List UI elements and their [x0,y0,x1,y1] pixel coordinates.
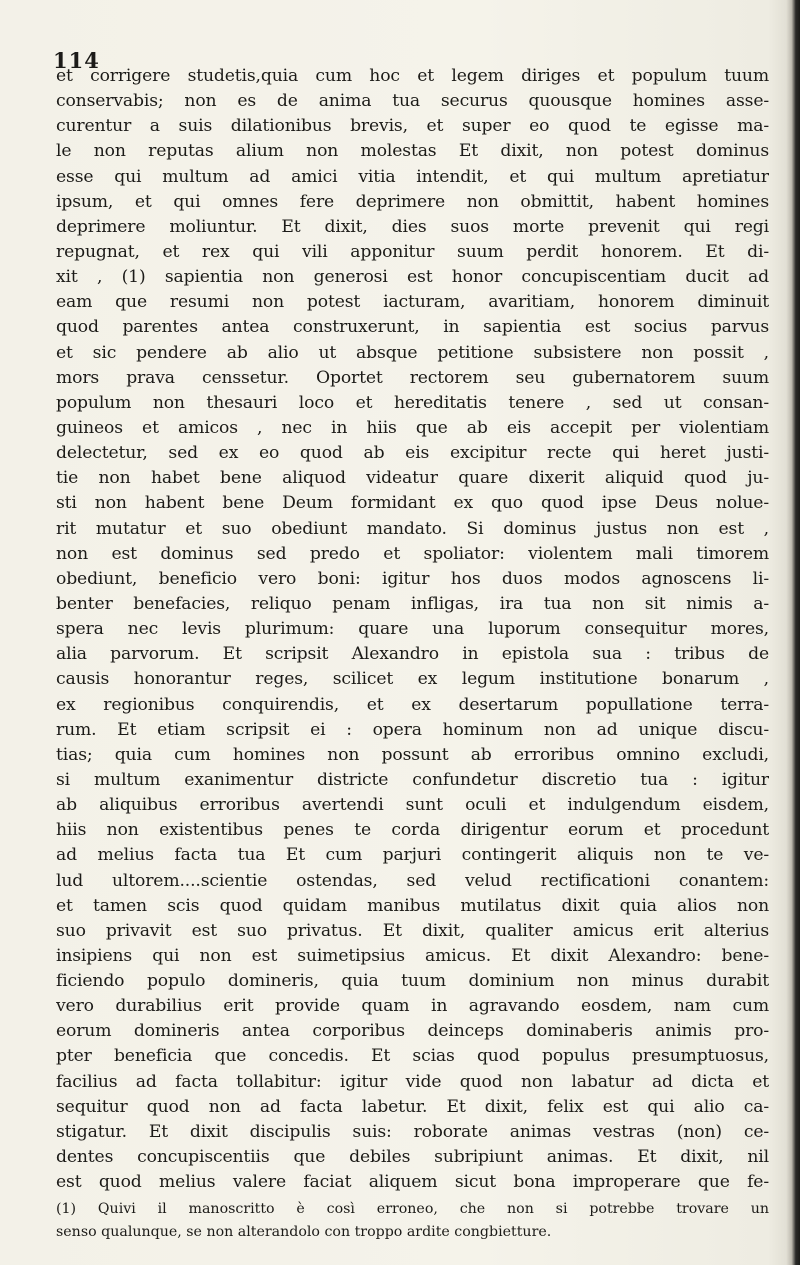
text-line: sequitur quod non ad facta labetur. Et dixit, felix est qui alio ca- [56,1096,769,1117]
text-line: causis honorantur reges, scilicet ex legum institutione bonarum , [56,669,769,690]
text-line: et sic pendere ab alio ut absque petitione subsistere non possit , [56,342,769,363]
text-line: pter beneficia que concedis. Et scias quod populus presumptuosus, [56,1046,769,1067]
text-line: spera nec levis plurimum: quare una luporum consequitur mores, [56,619,769,640]
text-line: delectetur, sed ex eo quod ab eis excipitur recte qui heret justi- [56,443,769,464]
text-line: ex regionibus conquirendis, et ex desertarum popullatione terra- [56,694,769,715]
footnote-line: senso qualunque, se non alterandolo con troppo ardite congbietture. [56,1224,552,1240]
text-line: lud ultorem....scientie ostendas, sed velud rectificationi conantem: [56,870,769,891]
text-line: eam que resumi non potest iacturam, avaritiam, honorem diminuit [56,292,769,313]
text-line: est quod melius valere faciat aliquem sicut bona improperare que fe- [56,1172,769,1193]
text-line: stigatur. Et dixit discipulis suis: roborate animas vestras (non) ce- [56,1121,769,1142]
text-line: rit mutatur et suo obediunt mandato. Si dominus justus non est , [56,518,769,539]
text-line: alia parvorum. Et scripsit Alexandro in epistola sua : tribus de [56,644,769,665]
text-line: curentur a suis dilationibus brevis, et super eo quod te egisse ma- [56,116,769,137]
text-line: benter benefacies, reliquo penam infligas, ira tua non sit nimis a- [56,593,769,614]
text-line: et tamen scis quod quidam manibus mutilatus dixit quia alios non [56,895,769,916]
page-edge-shadow [786,0,800,1265]
text-line: xit , (1) sapientia non generosi est honor concupiscentiam ducit ad [56,267,769,288]
footnote [56,1198,769,1244]
text-line: insipiens qui non est suimetipsius amicus. Et dixit Alexandro: bene- [56,945,769,966]
text-line: rum. Et etiam scripsit ei : opera hominum non ad unique discu- [56,719,769,740]
text-line: mors prava censsetur. Oportet rectorem seu gubernatorem suum [56,367,769,388]
text-line: populum non thesauri loco et hereditatis tenere , sed ut consan- [56,392,769,413]
text-line: suo privavit est suo privatus. Et dixit, qualiter amicus erit alterius [56,920,769,941]
text-line: guineos et amicos , nec in hiis que ab eis accepit per violentiam [56,417,769,438]
text-line: conservabis; non es de anima tua securus quousque homines asse- [56,91,769,112]
text-line: repugnat, et rex qui vili apponitur suum perdit honorem. Et di- [56,241,769,262]
text-line: dentes concupiscentiis que debiles subripiunt animas. Et dixit, nil [56,1147,769,1168]
footnote-line: (1) Quivi il manoscritto è così erroneo, che non si potrebbe trovare un [56,1201,769,1217]
text-line: deprimere moliuntur. Et dixit, dies suos morte prevenit qui regi [56,216,769,237]
text-line: vero durabilius erit provide quam in agravando eosdem, nam cum [56,996,769,1017]
text-line: ipsum, et qui omnes fere deprimere non obmittit, habent homines [56,191,769,212]
text-line: obediunt, beneficio vero boni: igitur hos duos modos agnoscens li- [56,568,769,589]
body-text [56,64,769,1195]
text-line: esse qui multum ad amici vitia intendit, et qui multum apretiatur [56,166,769,187]
text-line: sti non habent bene Deum formidant ex quo quod ipse Deus nolue- [56,493,769,514]
text-line: non est dominus sed predo et spoliator: violentem mali timorem [56,543,769,564]
page-number: 114 [53,48,100,73]
text-line: ad melius facta tua Et cum parjuri contingerit aliquis non te ve- [56,845,769,866]
text-line: ficiendo populo domineris, quia tuum dominium non minus durabit [56,971,769,992]
text-line: facilius ad facta tollabitur: igitur vide quod non labatur ad dicta et [56,1071,769,1092]
text-line: ab aliquibus erroribus avertendi sunt oculi et indulgendum eisdem, [56,795,769,816]
text-line: tie non habet bene aliquod videatur quare dixerit aliquid quod ju- [56,468,769,489]
text-line: hiis non existentibus penes te corda dirigentur eorum et procedunt [56,820,769,841]
text-line: quod parentes antea construxerunt, in sapientia est socius parvus [56,317,769,338]
text-line: tias; quia cum homines non possunt ab erroribus omnino excludi, [56,744,769,765]
text-line: eorum domineris antea corporibus deinceps dominaberis animis pro- [56,1021,769,1042]
text-line: si multum exanimentur districte confundetur discretio tua : igitur [56,769,769,790]
text-line: le non reputas alium non molestas Et dixit, non potest dominus [56,141,769,162]
text-line: et corrigere studetis,quia cum hoc et legem diriges et populum tuum [56,66,769,86]
